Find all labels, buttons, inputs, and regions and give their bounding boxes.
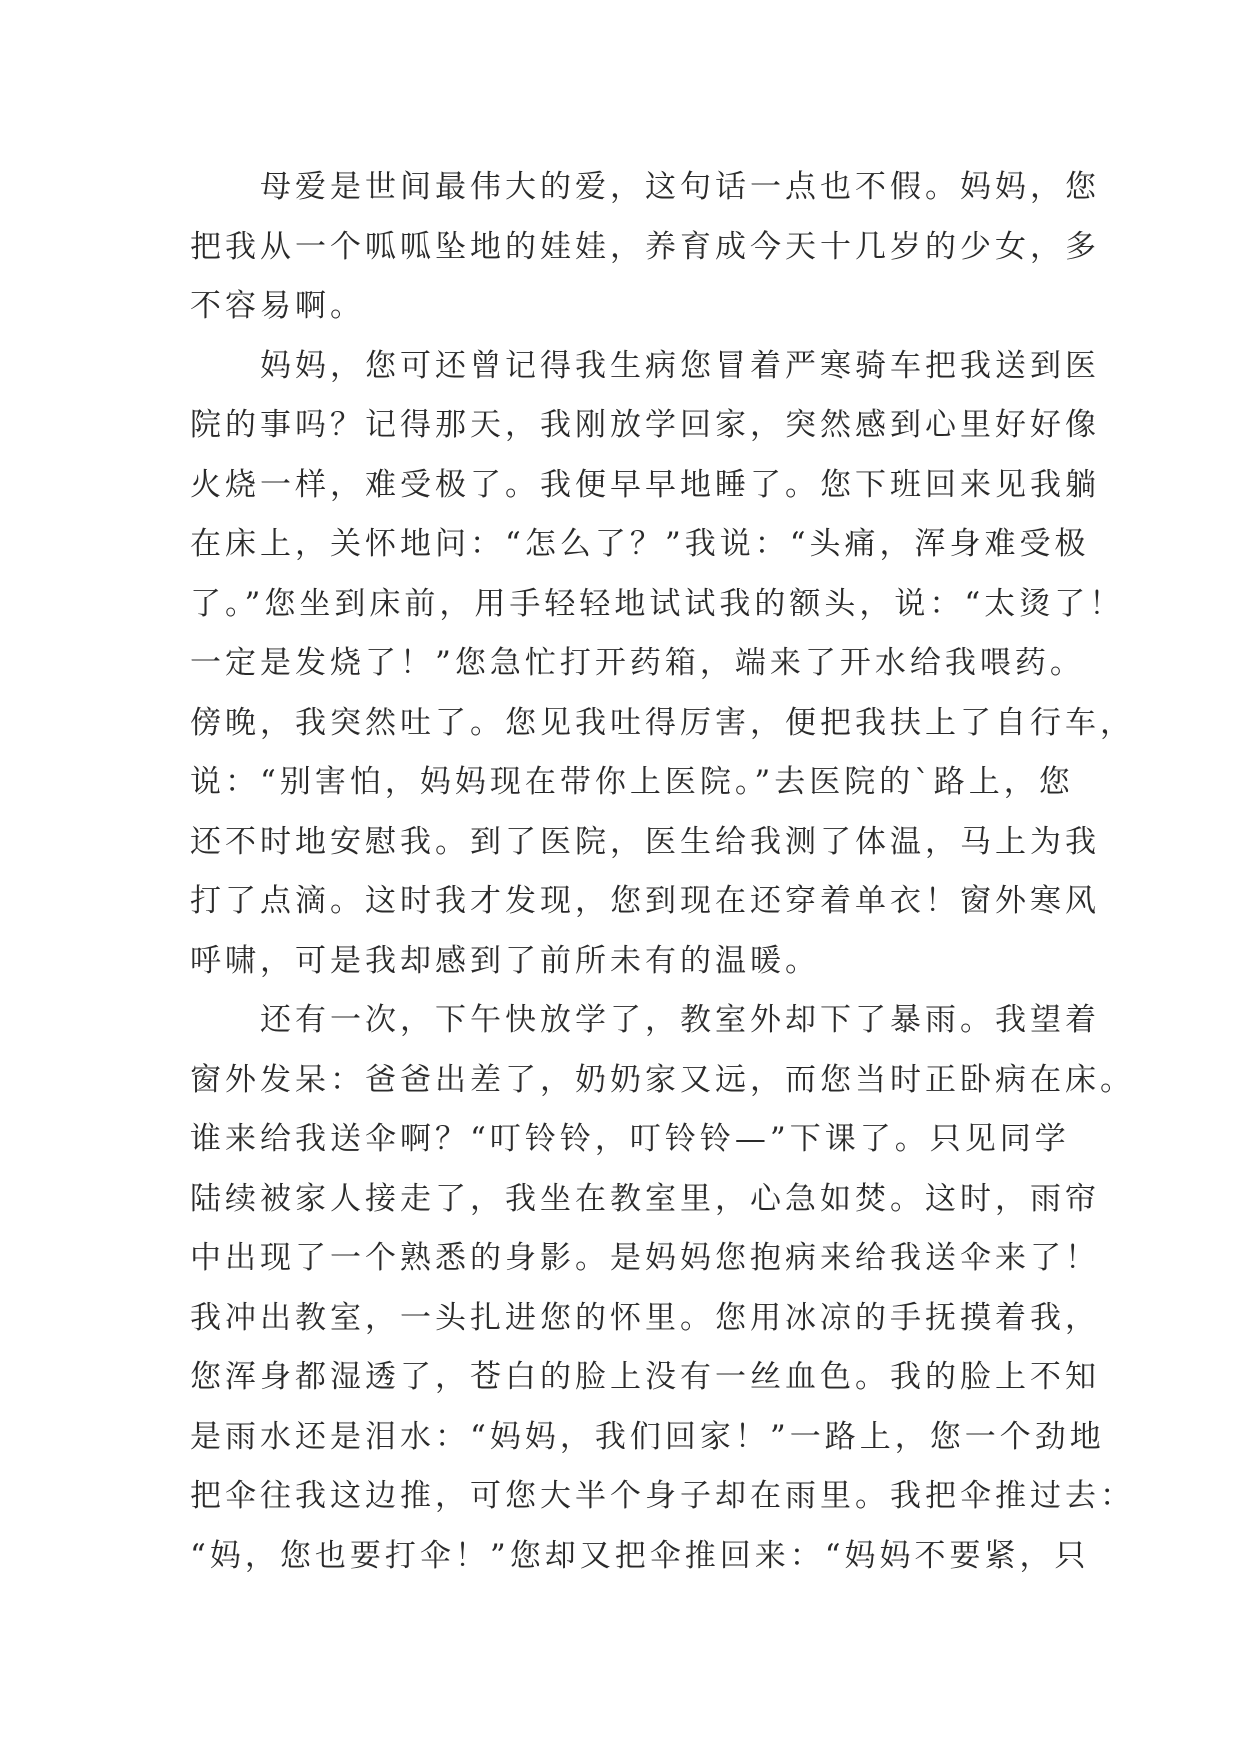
- document-body: [190, 158, 1135, 1586]
- text-line: 了。”您坐到床前，用手轻轻地试试我的额头，说：“太烫了！: [190, 585, 1125, 622]
- text-line: 窗外发呆：爸爸出差了，奶奶家又远，而您当时正卧病在床。: [190, 1061, 1135, 1098]
- text-line: 母爱是世间最伟大的爱，这句话一点也不假。妈妈，您: [190, 169, 1100, 205]
- text-line: 中出现了一个熟悉的身影。是妈妈您抱病来给我送伞来了！: [190, 1240, 1100, 1276]
- paragraph: [190, 337, 1135, 992]
- text-line: 火烧一样，难受极了。我便早早地睡了。您下班回来见我躺: [190, 466, 1100, 503]
- text-line: 把我从一个呱呱坠地的娃娃，养育成今天十几岁的少女，多: [190, 228, 1100, 265]
- text-line: 院的事吗？记得那天，我刚放学回家，突然感到心里好好像: [190, 407, 1100, 443]
- text-line: 妈妈，您可还曾记得我生病您冒着严寒骑车把我送到医: [190, 347, 1100, 384]
- text-line: 呼啸，可是我却感到了前所未有的温暖。: [190, 942, 820, 979]
- text-line: 是雨水还是泪水：“妈妈，我们回家！”一路上，您一个劲地: [190, 1418, 1105, 1455]
- text-line: 把伞往我这边推，可您大半个身子却在雨里。我把伞推过去：: [190, 1478, 1135, 1514]
- text-line: 陆续被家人接走了，我坐在教室里，心急如焚。这时，雨帘: [190, 1180, 1100, 1217]
- text-line: 还不时地安慰我。到了医院，医生给我测了体温，马上为我: [190, 823, 1100, 860]
- text-line: 说：“别害怕，妈妈现在带你上医院。”去医院的`路上，您: [190, 764, 1074, 800]
- text-line: “妈，您也要打伞！”您却又把伞推回来：“妈妈不要紧，只: [190, 1537, 1090, 1574]
- text-line: 在床上，关怀地问：“怎么了？”我说：“头痛，浑身难受极: [190, 526, 1090, 562]
- text-line: 不容易啊。: [190, 288, 365, 324]
- paragraph: [190, 158, 1100, 337]
- paragraph: [190, 991, 1135, 1586]
- text-line: 打了点滴。这时我才发现，您到现在还穿着单衣！窗外寒风: [190, 883, 1100, 919]
- text-line: 傍晚，我突然吐了。您见我吐得厉害，便把我扶上了自行车，: [190, 704, 1135, 741]
- text-line: 我冲出教室，一头扎进您的怀里。您用冰凉的手抚摸着我，: [190, 1299, 1100, 1336]
- text-line: 您浑身都湿透了，苍白的脸上没有一丝血色。我的脸上不知: [190, 1359, 1100, 1395]
- text-line: 谁来给我送伞啊？“叮铃铃，叮铃铃—”下课了。只见同学: [190, 1121, 1070, 1157]
- text-line: 一定是发烧了！”您急忙打开药箱，端来了开水给我喂药。: [190, 645, 1085, 681]
- text-line: 还有一次，下午快放学了，教室外却下了暴雨。我望着: [190, 1002, 1100, 1038]
